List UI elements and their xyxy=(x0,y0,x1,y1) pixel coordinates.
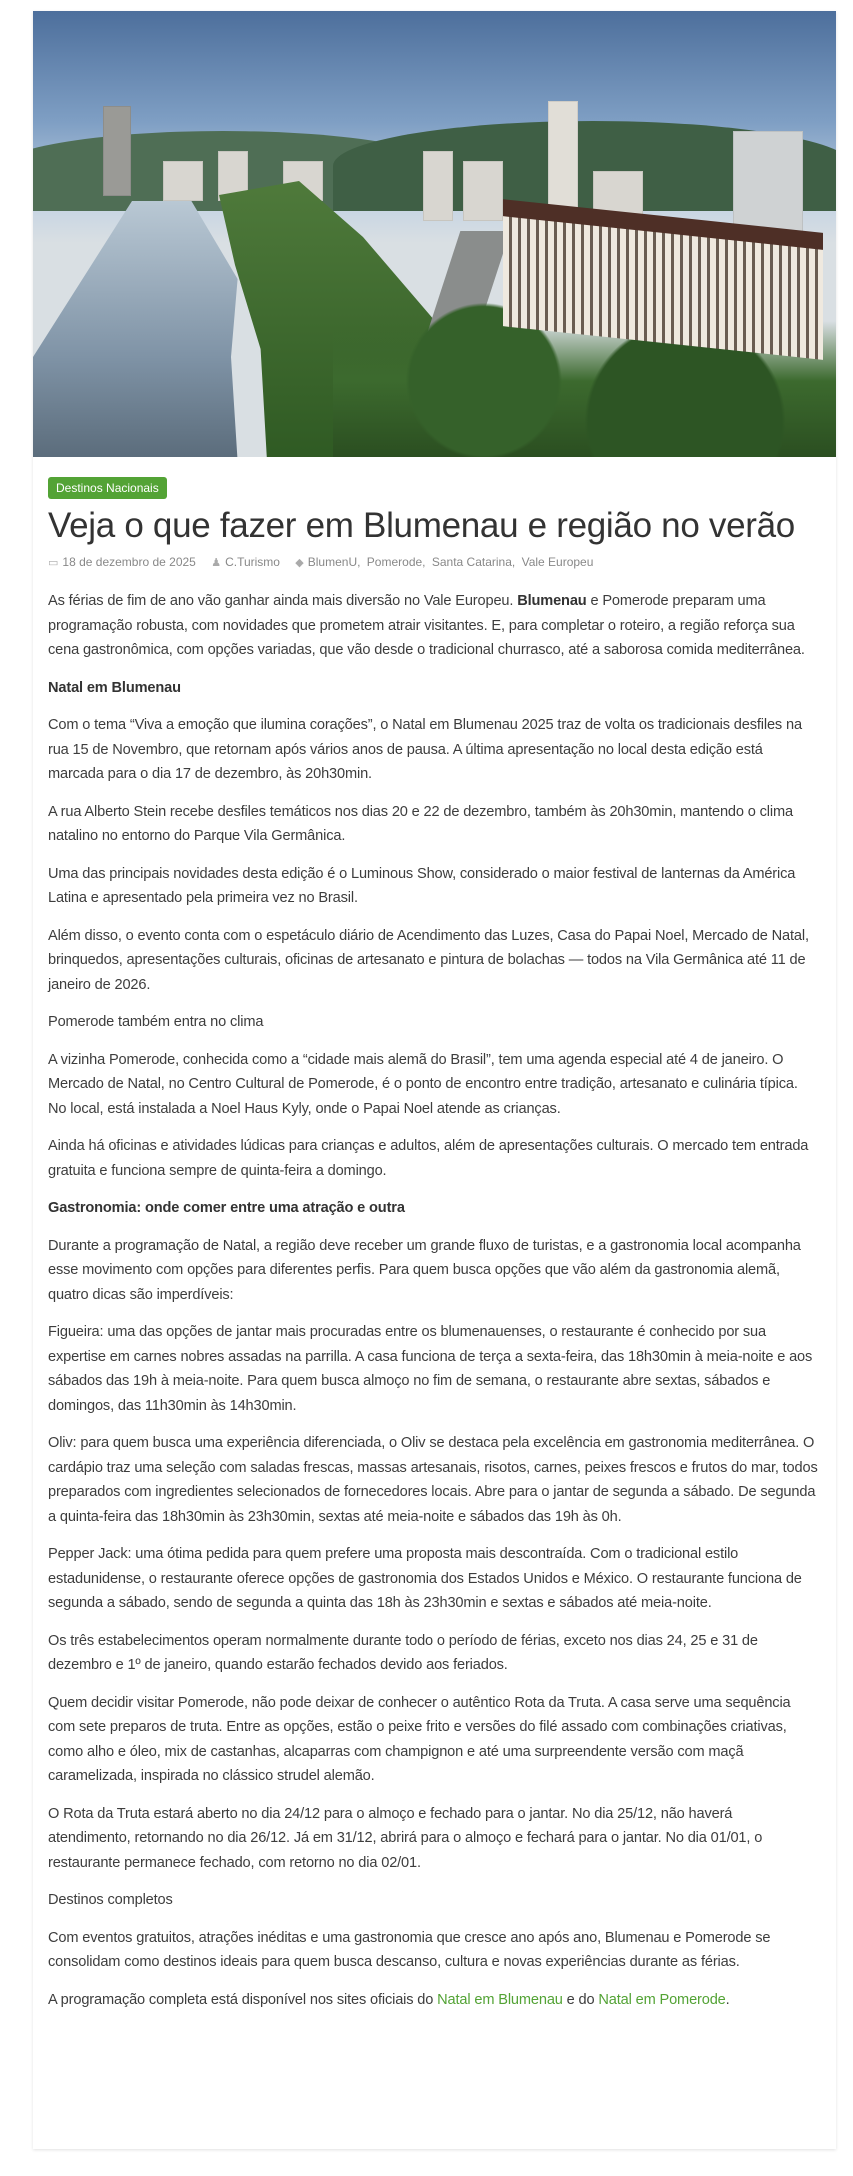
natal-blumenau-link[interactable]: Natal em Blumenau xyxy=(437,1991,563,2008)
tags-icon: ◆ xyxy=(295,557,304,569)
tag-separator: , xyxy=(511,555,519,569)
paragraph: Uma das principais novidades desta edição é o Luminous Show, considerado o maior festival de lanternas da América Latina e apresentado pela primeira vez no Brasil. xyxy=(48,865,796,906)
tag-link[interactable]: Pomerode xyxy=(366,555,423,569)
paragraph: Além disso, o evento conta com o espetáculo diário de Acendimento das Luzes, Casa do Papai Noel, Mercado de Natal, brinquedos, apresentações culturais, oficinas de artesanato e pintura de bolachas — todos na Vila Germânica até 11 de janeiro de 2026. xyxy=(48,927,809,993)
paragraph: A rua Alberto Stein recebe desfiles temáticos nos dias 20 e 22 de dezembro, também às 20h30min, mantendo o clima natalino no entorno do Parque Vila Germânica. xyxy=(48,803,793,844)
paragraph: Pepper Jack: uma ótima pedida para quem prefere uma proposta mais descontraída. Com o tradicional estilo estadunidense, o restaurante oferece opções de gastronomia dos Estados Unidos e México. O restaurante funciona de segunda a sábado, sendo de segunda a quinta das 18h às 23h30min e sextas e sábados até meia-noite. xyxy=(48,1546,802,1611)
tag-link[interactable]: BlumenU xyxy=(307,555,358,569)
building xyxy=(463,161,503,221)
paragraph xyxy=(48,589,818,663)
paragraph: Com eventos gratuitos, atrações inéditas e uma gastronomia que cresce ano após ano, Blumenau e Pomerode se consolidam como destinos ideais para quem busca descanso, cultura e novas experiências durante as férias. xyxy=(48,1929,771,1970)
paragraph: O Rota da Truta estará aberto no dia 24/12 para o almoço e fechado para o jantar. No dia 25/12, não haverá atendimento, retornando no dia 26/12. Já em 31/12, abrirá para o almoço e fechará para o jantar. No dia 01/01, o restaurante permanece fechado, com retorno no dia 02/01. xyxy=(48,1805,763,1871)
text: e Pomerode preparam uma programação robusta, com novidades que prometem atrair visitantes. E, para completar o roteiro, a região reforça sua cena gastronômica, com opções variadas, que vão desde o tradicional churrasco, até a saborosa comida mediterrânea. xyxy=(48,593,805,658)
paragraph xyxy=(48,1988,818,2013)
paragraph: Destinos completos xyxy=(48,1892,173,1908)
building xyxy=(423,151,453,221)
natal-pomerode-link[interactable]: Natal em Pomerode xyxy=(598,1991,726,2008)
featured-image-blumenau-aerial xyxy=(33,11,836,457)
text: e do xyxy=(562,1991,599,2008)
text: As férias de fim de ano vão ganhar ainda mais diversão no Vale Europeu. xyxy=(48,593,518,609)
calendar-icon: ▭ xyxy=(48,557,59,569)
paragraph: Oliv: para quem busca uma experiência diferenciada, o Oliv se destaca pela excelência em gastronomia mediterrânea. O cardápio traz uma seleção com saladas frescas, massas artesanais, risotos, carnes, peixes frescos e frutos do mar, todos preparados com ingredientes selecionados de fornecedores locais. Abre para o jantar de segunda a sábado. De segunda a quinta-feira das 18h30min às 23h30min, sextas até meia-noite e sábados das 19h às 0h. xyxy=(48,1435,818,1525)
section-heading xyxy=(48,1196,818,1221)
paragraph: Ainda há oficinas e atividades lúdicas para crianças e adultos, além de apresentações culturais. O mercado tem entrada gratuita e funciona sempre de quinta-feira a domingo. xyxy=(48,1138,809,1179)
paragraph: Pomerode também entra no clima xyxy=(48,1014,264,1030)
paragraph: Quem decidir visitar Pomerode, não pode deixar de conhecer o autêntico Rota da Truta. A casa serve uma sequência com sete preparos de truta. Entre as opções, estão o peixe frito e versões do filé assado com combinações criativas, como alho e óleo, mix de castanhas, alcaparras com champignon e até uma surpreendente versão com maçã caramelizada, inspirada no clássico strudel alemão. xyxy=(48,1694,791,1784)
tag-link[interactable]: Santa Catarina xyxy=(431,555,512,569)
paragraph: Figueira: uma das opções de jantar mais procuradas entre os blumenauenses, o restaurante é conhecido por sua expertise em carnes nobres assadas na parrilla. A casa funciona de terça a sexta-feira, das 18h30min à meia-noite e aos sábados das 19h à meia-noite. Para quem busca almoço no fim de semana, o restaurante abre sextas, sábados e domingos, das 11h30min às 14h30min. xyxy=(48,1324,813,1414)
text: . xyxy=(725,1991,730,2008)
heading-text: Gastronomia: onde comer entre uma atração e outra xyxy=(48,1200,405,1216)
section-heading xyxy=(48,676,818,701)
heading-text: Natal em Blumenau xyxy=(48,679,181,696)
tag-link[interactable]: Vale Europeu xyxy=(521,555,594,569)
paragraph: A vizinha Pomerode, conhecida como a “cidade mais alemã do Brasil”, tem uma agenda especial até 4 de janeiro. O Mercado de Natal, no Centro Cultural de Pomerode, é o ponto de encontro entre tradição, artesanato e culinária típica. No local, está instalada a Noel Haus Kyly, onde o Papai Noel atende as crianças. xyxy=(48,1051,798,1117)
paragraph: Os três estabelecimentos operam normalmente durante todo o período de férias, exceto nos dias 24, 25 e 31 de dezembro e 1º de janeiro, quando estarão fechados devido aos feriados. xyxy=(48,1632,758,1673)
paragraph: Durante a programação de Natal, a região deve receber um grande fluxo de turistas, e a gastronomia local acompanha esse movimento com opções para diferentes perfis. Para quem busca opções que vão além da gastronomia alemã, quatro dicas são imperdíveis: xyxy=(48,1237,801,1303)
paragraph: Com o tema “Viva a emoção que ilumina corações”, o Natal em Blumenau 2025 traz de volta os tradicionais desfiles na rua 15 de Novembro, que retornam após vários anos de pausa. A última apresentação no local desta edição está marcada para o dia 17 de dezembro, às 20h30min. xyxy=(48,717,802,782)
building xyxy=(103,106,131,196)
tag-separator: , xyxy=(422,555,429,569)
category-badge[interactable]: Destinos Nacionais xyxy=(48,477,167,499)
post-title: Veja o que fazer em Blumenau e região no verão xyxy=(48,506,795,545)
tag-separator: , xyxy=(357,555,364,569)
post-date[interactable]: 18 de dezembro de 2025 xyxy=(62,555,196,569)
bold-text: Blumenau xyxy=(517,593,587,609)
user-icon: ♟ xyxy=(211,557,222,569)
text: A programação completa está disponível nos sites oficiais do xyxy=(48,1991,438,2008)
building xyxy=(163,161,203,201)
building xyxy=(548,101,578,211)
post-author[interactable]: C.Turismo xyxy=(225,555,280,569)
article-card xyxy=(33,11,836,2149)
article-body xyxy=(48,589,818,2025)
post-meta xyxy=(48,555,593,569)
